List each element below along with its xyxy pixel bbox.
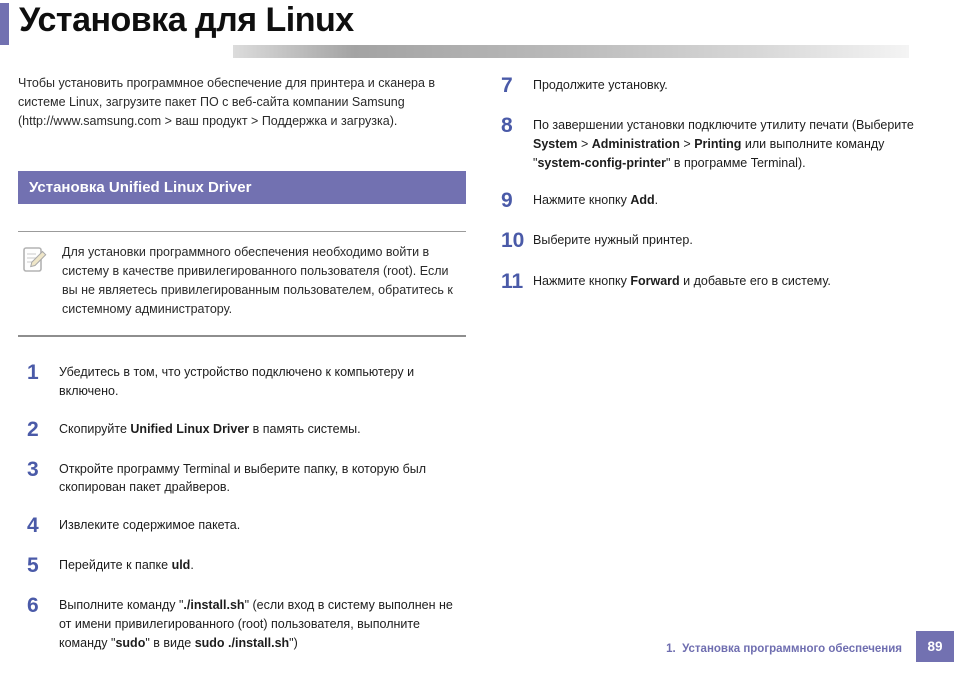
intro-paragraph: Чтобы установить программное обеспечение для принтера и сканера в системе Linux, загрузите пакет ПО с веб-сайта компании Samsung (http://www.samsung.com > ваш продукт > Поддержка и загрузка).	[18, 76, 436, 128]
section-title: Установка Unified Linux Driver	[29, 179, 252, 196]
step-number: 5	[27, 554, 39, 578]
note-text: Для установки программного обеспечения необходимо войти в систему в качестве привилегированного пользователя (root). Если вы не являетесь привилегированным пользователем, обратитесь к системному администратору.	[62, 245, 453, 316]
step-number: 8	[501, 114, 513, 138]
step-number: 1	[27, 361, 39, 384]
note-pencil-icon	[20, 245, 50, 275]
step-number: 7	[501, 74, 513, 97]
step-text: Убедитесь в том, что устройство подключено к компьютеру и включено.	[59, 365, 415, 398]
step-number: 4	[27, 514, 39, 538]
title-accent-bar	[0, 3, 9, 45]
step-item	[18, 554, 466, 577]
step-text: По завершении установки подключите утилиту печати (Выберите System > Administration > Printing или выполните команду "system-config-printer" в программе Terminal).	[533, 118, 914, 170]
step-text: Извлеките содержимое пакета.	[59, 518, 241, 533]
note-box	[18, 231, 466, 337]
step-number: 11	[501, 269, 524, 293]
step-text: Выберите нужный принтер.	[533, 233, 693, 248]
step-item	[18, 361, 466, 401]
steps-list-right	[492, 74, 922, 293]
step-text: Скопируйте Unified Linux Driver в память системы.	[59, 421, 361, 436]
step-text: Продолжите установку.	[533, 78, 668, 92]
step-text: Перейдите к папке uld.	[59, 558, 194, 573]
step-item	[18, 458, 466, 498]
step-text: Откройте программу Terminal и выберите папку, в которую был скопирован пакет драйверов.	[59, 461, 427, 495]
step-number: 6	[27, 594, 39, 618]
page-title: Установка для Linux	[19, 1, 354, 39]
section-header	[18, 171, 466, 204]
step-number: 10	[501, 229, 525, 253]
step-item	[492, 114, 922, 172]
step-number: 3	[27, 457, 39, 481]
step-item	[18, 418, 466, 441]
step-text: Выполните команду "./install.sh" (если вход в систему выполнен не от имени привилегированного (root) пользователя, выполните команду "sudo" в виде sudo ./install.sh")	[59, 598, 453, 650]
step-item	[492, 270, 922, 293]
step-item	[18, 594, 466, 652]
step-text: Нажмите кнопку Forward и добавьте его в систему.	[533, 273, 831, 288]
step-item	[492, 189, 922, 212]
steps-list-left	[18, 361, 466, 653]
step-number: 2	[27, 417, 39, 441]
step-item	[492, 229, 922, 252]
header-gradient-bar	[233, 45, 909, 58]
step-item	[18, 514, 466, 537]
footer-chapter-label: 1. Установка программного обеспечения	[666, 643, 902, 655]
page-number-badge: 89	[916, 631, 954, 662]
right-column	[492, 74, 922, 293]
step-item	[492, 74, 922, 97]
step-number: 9	[501, 189, 513, 213]
step-text: Нажмите кнопку Add.	[533, 193, 659, 208]
left-column	[18, 74, 466, 653]
